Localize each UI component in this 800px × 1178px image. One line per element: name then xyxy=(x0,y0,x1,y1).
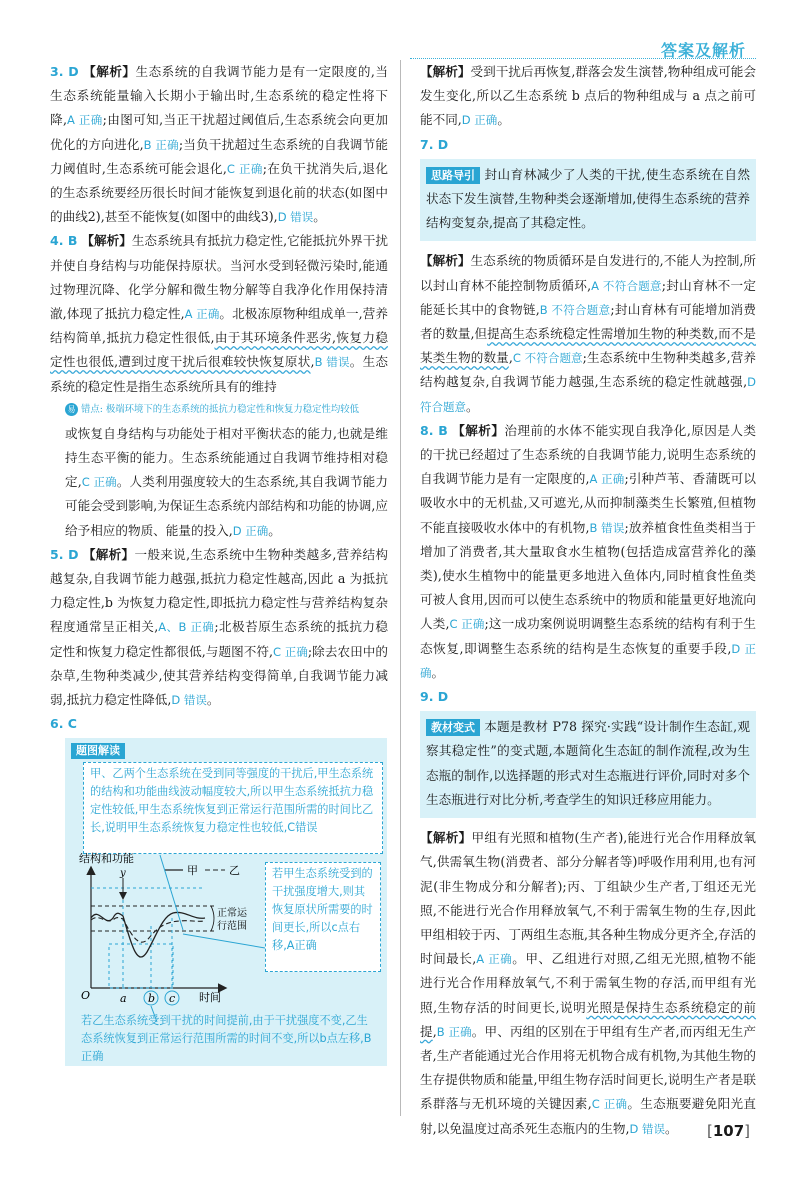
option-verdict: B 正确 xyxy=(143,137,179,152)
answer-7 xyxy=(420,133,756,157)
curve-yi xyxy=(91,918,205,943)
text: ;这一成功案例说明调整生态系统的结构有利于生态恢复,即调整生态系统的结构是生态恢复的重要手段, xyxy=(420,616,756,656)
error-point-icon: 易 xyxy=(65,403,78,416)
label-b: b xyxy=(148,992,156,1006)
text: 。 xyxy=(665,1120,678,1136)
answer-6 xyxy=(50,712,388,736)
x-axis-label: 时间 xyxy=(199,991,221,1005)
text: 或恢复自身结构与功能处于相对平衡状态的能力,也就是维持生态平衡的能力。生态系统能通过自我调节维持相对稳定, xyxy=(65,425,388,490)
text: 受到干扰后再恢复,群落会发生演替,物种组成可能会发生变化,所以乙生态系统 b 点后的物种组成与 a 点之前可能不同, xyxy=(420,64,757,128)
option-verdict: C 正确 xyxy=(591,1097,628,1112)
answer-9 xyxy=(420,685,756,709)
option-verdict: D 错误 xyxy=(171,693,207,708)
answer-5 xyxy=(50,543,388,712)
option-verdict: C 正确 xyxy=(449,617,485,632)
text: 。 xyxy=(206,692,220,708)
answer-3 xyxy=(50,60,388,229)
answer-4-cont xyxy=(50,422,388,543)
note-text: 错点: 极端环境下的生态系统的抵抗力稳定性和恢复力稳定性均较低 xyxy=(81,403,360,415)
option-verdict: D 错误 xyxy=(277,210,314,225)
text: ;放养植食性鱼类相当于增加了消费者,其大量取食水生植物(包括造成富营养化的藻类),使水生植物中的能量更多地进入鱼体内,同时植食性鱼类可被人食用,因而可以使生态系统中的物质和能量更好地流向人类, xyxy=(420,519,756,632)
text: 一般来说,生态系统中生物种类越多,营养结构越复杂,自我调节能力越强,抵抗力稳定性越高,因此 a 为抵抗力稳定性,b 为恢复力稳定性,即抵抗力稳定性与营养结构复杂程度通常呈正相关, xyxy=(50,546,388,635)
answer-9-analysis xyxy=(420,826,756,1141)
box-text: 封山育林减少了人类的干扰,使生态系统在自然状态下发生演替,生物种类会逐渐增加,使得生态系统的营养结构变复杂,提高了其稳定性。 xyxy=(426,166,750,231)
page-number xyxy=(707,1122,750,1140)
callout-top: 甲、乙两个生态系统在受到同等强度的干扰后,甲生态系统的结构和功能曲线波动幅度较大,所以甲生态系统抵抗力稳定性较低,甲生态系统恢复到正常运行范围所需的时间比乙长,说明甲生态系统恢复力稳定性也较低,C错误 xyxy=(83,762,383,854)
wavy-underlined-text: 光照是保持生态系统稳定的前提 xyxy=(420,999,757,1039)
text: ;生态系统中生物种类越多,营养结构越复杂,自我调节能力越强,生态系统的稳定性就越强, xyxy=(420,350,757,390)
option-verdict: A、B 正确 xyxy=(158,620,215,635)
wavy-underlined-text: 提高生态系统稳定性需增加生物的种类数,而不是某类生物的数量 xyxy=(420,326,756,366)
text: , xyxy=(508,350,513,366)
guide-rect xyxy=(109,944,173,988)
text: ;封山育林不一定能延长其中的食物链, xyxy=(420,277,756,317)
option-verdict: D 符合题意 xyxy=(420,375,756,414)
text: ;除去农田中的杂草,生物种类减少,使其营养结构变得简单,自我调节能力减弱,抵抗力稳定性降低, xyxy=(50,643,388,708)
analysis-tag: 【解析】 xyxy=(82,546,135,562)
option-verdict: A 正确 xyxy=(184,307,220,322)
legend-jia: 甲 xyxy=(187,864,198,878)
text: 。 xyxy=(268,522,281,538)
analysis-tag: 【解析】 xyxy=(420,830,472,846)
label-O: O xyxy=(81,989,91,1003)
option-verdict: A 不符合题意 xyxy=(591,278,662,293)
answer-8 xyxy=(420,419,756,685)
question-number: 8. B xyxy=(420,422,448,438)
analysis-tag: 【解析】 xyxy=(420,64,471,79)
text: 。生态瓶要避免阳光直射,以免温度过高杀死生态瓶内的生物, xyxy=(420,1096,757,1136)
option-verdict: A 正确 xyxy=(589,472,625,487)
text: 。 xyxy=(431,664,445,680)
option-verdict: A 正确 xyxy=(66,113,103,128)
wavy-underlined-text: 由于其环境条件恶劣,恢复力稳定性也很低,遭到过度干扰后很难较快恢复原状 xyxy=(50,330,388,370)
text: 。 xyxy=(313,209,326,225)
range-brace xyxy=(211,906,214,931)
label-y: y xyxy=(120,868,126,880)
option-verdict: D 正确 xyxy=(232,523,269,538)
box-label: 教材变式 xyxy=(426,719,480,736)
textbook-variant-box xyxy=(420,711,756,818)
option-verdict: C 正确 xyxy=(81,475,117,490)
analysis-tag: 【解析】 xyxy=(420,253,471,269)
range-label-1: 正常运 xyxy=(217,908,247,920)
text: ;由图可知,当正干扰超过阈值后,生态系统会向更加优化的方向进化, xyxy=(50,112,388,152)
option-verdict: A 正确 xyxy=(476,952,513,967)
y-axis-label: 结构和功能 xyxy=(79,852,134,866)
text: ;在负干扰消失后,退化的生态系统要经历很长时间才能恢复到退化前的状态(如图中的曲线2),甚至不能恢复(如图中的曲线3), xyxy=(50,160,388,225)
text: 。生态系统的稳定性是指生态系统所具有的维持 xyxy=(50,354,389,394)
answer-7-analysis xyxy=(420,249,756,418)
text: 。北极冻原物种组成单一,营养结构简单,抵抗力稳定性很低, xyxy=(50,306,388,346)
label-a: a xyxy=(120,992,127,1006)
question-number: 3. D xyxy=(50,64,79,79)
text: ;引种芦苇、香蒲既可以吸收水中的无机盐,又可遮光,从而抑制藻类生长繁殖,但植物不能直接吸收水体中的有机物, xyxy=(420,471,756,535)
option-verdict: D 错误 xyxy=(629,1121,666,1136)
option-verdict: B 正确 xyxy=(436,1024,472,1039)
option-verdict: D 正确 xyxy=(461,113,498,128)
connector-right xyxy=(183,934,265,948)
question-number: 5. D xyxy=(50,546,79,562)
question-number: 9. D xyxy=(420,689,449,705)
text: ;封山育林有可能增加消费者的数量,但 xyxy=(420,301,757,342)
text: 生态系统具有抵抗力稳定性,它能抵抗外界干扰并使自身结构与功能保持原状。当河水受到轻微污染时,能通过物理沉降、化学分解和微生物分解等自我净化作用保持清澈,体现了抵抗力稳定性, xyxy=(50,233,388,322)
analysis-tag: 【解析】 xyxy=(452,422,505,438)
range-label-2: 行范围 xyxy=(217,921,247,933)
bracket-right: ] xyxy=(744,1122,750,1140)
text: , xyxy=(432,1023,437,1039)
question-number: 4. B xyxy=(50,233,78,249)
thinking-guide-box xyxy=(420,159,756,242)
left-column xyxy=(50,60,388,1066)
option-verdict: B 错误 xyxy=(314,355,350,370)
text: 。人类利用强度较大的生态系统,其自我调节能力可能会受到影响,为保证生态系统内部结构和功能的协调,应给予相应的物质、能量的投入, xyxy=(65,474,388,538)
box-label: 思路导引 xyxy=(426,167,480,184)
question-number: 6. C xyxy=(50,716,77,732)
option-verdict: B 错误 xyxy=(589,520,625,535)
callout-bottom: 若乙生态系统受到干扰的时间提前,由于干扰强度不变,乙生态系统恢复到正常运行范围所需的时间不变,所以b点左移,B正确 xyxy=(81,1014,372,1064)
text: , xyxy=(310,354,315,370)
text: 。 xyxy=(466,398,479,414)
text: 。 xyxy=(497,112,510,128)
text: 治理前的水体不能实现自我净化,原因是人类的干扰已经超过了生态系统的自我调节能力,说明生态系统的自我调节能力是有一定限度的, xyxy=(420,422,756,487)
page-number-value: 107 xyxy=(712,1122,745,1140)
figure-interpretation-box xyxy=(65,738,387,1066)
option-verdict: D 正确 xyxy=(420,641,756,680)
page-header-title: 答案及解析 xyxy=(660,41,746,60)
text: ;北极苔原生态系统的抵抗力稳定性和恢复力稳定性都很低,与题图不符, xyxy=(50,619,388,659)
analysis-tag: 【解析】 xyxy=(81,233,132,249)
header-rule xyxy=(410,58,756,59)
error-note xyxy=(50,403,388,416)
option-verdict: C 不符合题意 xyxy=(512,351,583,366)
callout-right: 若甲生态系统受到的干扰强度增大,则其恢复原状所需要的时间更长,所以c点右移,A正确 xyxy=(265,862,381,972)
box-label: 题图解读 xyxy=(71,743,125,759)
text: ;当负干扰超过生态系统的自我调节能力阈值时,生态系统可能会退化, xyxy=(50,136,388,176)
option-verdict: C 正确 xyxy=(273,644,308,659)
right-column xyxy=(420,60,756,1141)
answer-4 xyxy=(50,229,388,398)
column-divider xyxy=(400,60,401,1116)
option-verdict: B 不符合题意 xyxy=(539,302,611,317)
text: 。甲、丙组的区别在于甲组有生产者,而丙组无生产者,生产者能通过光合作用将无机物合成有机物,为其他生物的生存提供物质和能量,甲组生物存活时间更长,说明生产者是联系群落与无机环境的关键因素, xyxy=(420,1023,757,1112)
text: 生态系统的物质循环是自发进行的,不能人为控制,所以封山育林不能控制物质循环, xyxy=(420,253,757,293)
text: 甲组有光照和植物(生产者),能进行光合作用释放氧气,供需氧生物(消费者、部分分解者等)呼吸作用利用,也有河泥(非生物成分和分解者);丙、丁组缺少生产者,丁组还无光照,不能进行光合作用释放氧气,不利于需氧生物的生存,因此甲组相较于丙、丁两组生态瓶,其各种生物成分更齐全,存活的时间最长, xyxy=(420,830,756,967)
analysis-tag: 【解析】 xyxy=(83,64,136,79)
label-c: c xyxy=(169,992,176,1006)
box-text: 本题是教材 P78 探究·实践“设计制作生态缸,观察其稳定性”的变式题,本题简化生态缸的制作流程,改为生态瓶的制作,以选择题的形式对生态瓶进行评价,同时对多个生态瓶进行对比分析,考查学生的知识迁移应用能力。 xyxy=(426,719,750,807)
legend-yi: 乙 xyxy=(229,864,240,878)
answer-6-cont xyxy=(420,60,756,133)
option-verdict: C 正确 xyxy=(226,161,263,176)
bracket-left: [ xyxy=(706,1122,713,1140)
question-number: 7. D xyxy=(420,136,449,152)
text: 。甲、乙组进行对照,乙组无光照,植物不能进行光合作用释放氧气,不利于需氧生物的存活,而甲组有光照,生物存活的时间更长,说明 xyxy=(420,951,756,1015)
text: 生态系统的自我调节能力是有一定限度的,当生态系统能量输入长期小于输出时,生态系统的稳定性将下降, xyxy=(50,64,388,128)
